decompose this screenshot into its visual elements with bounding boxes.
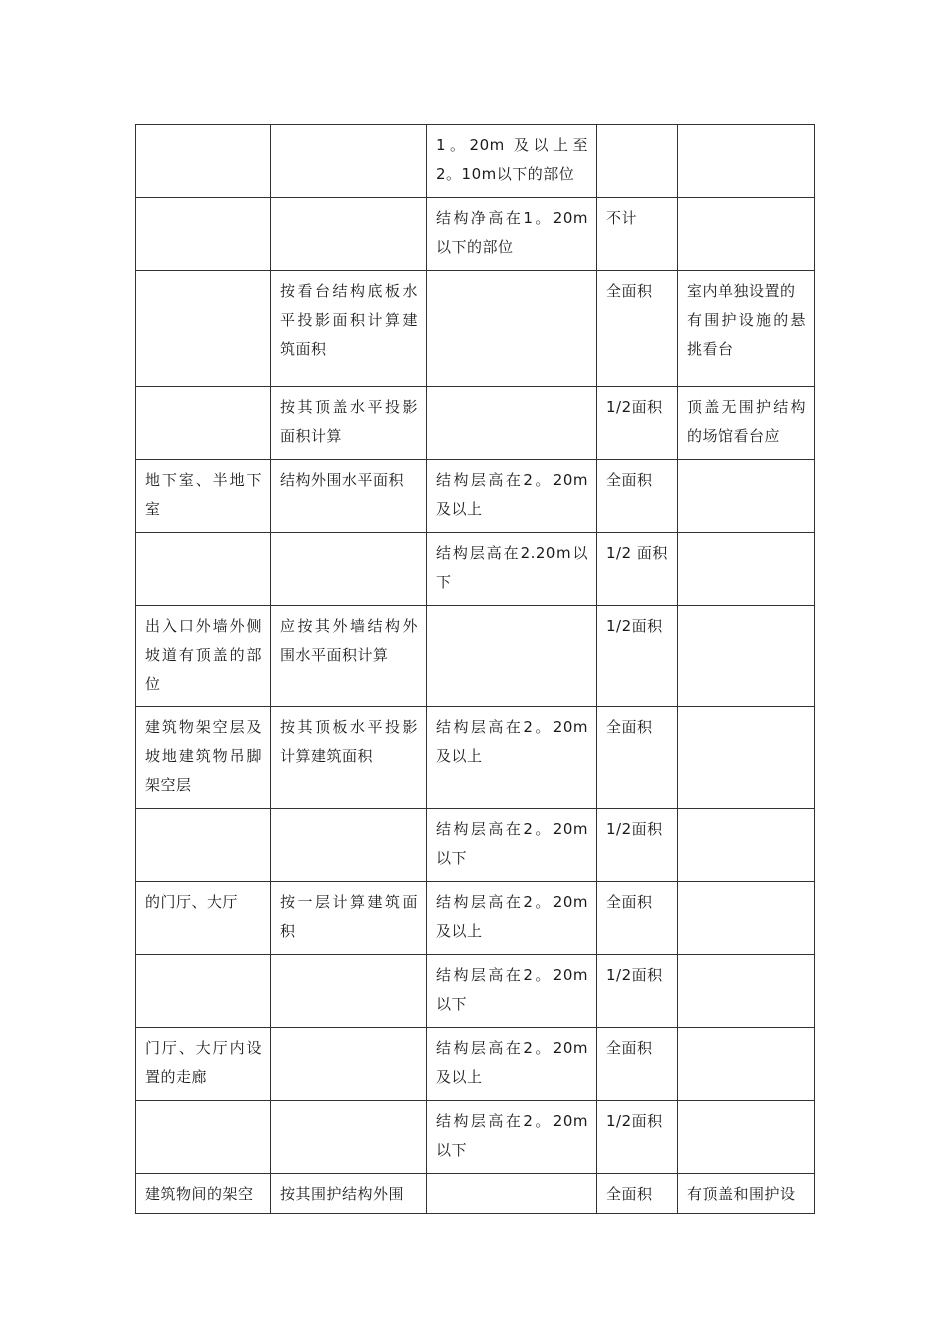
table-cell: 结构层高在2。20m及以上 [427,882,597,955]
table-cell: 结构层高在2。20m及以上 [427,1028,597,1101]
table-row [136,707,815,809]
table-cell: 出入口外墙外侧坡道有顶盖的部位 [136,606,271,707]
table-cell: 结构层高在2。20m及以上 [427,460,597,533]
table-cell [427,271,597,387]
table-cell: 1/2面积 [597,809,678,882]
table-cell: 有顶盖和围护设 [678,1174,815,1214]
table-cell [678,707,815,809]
table-cell [136,271,271,387]
table-row [136,882,815,955]
table-cell: 结构层高在2。20m以下 [427,955,597,1028]
table-cell [427,606,597,707]
table-cell: 结构层高在2.20m以下 [427,533,597,606]
table-row [136,125,815,198]
table-cell: 按一层计算建筑面积 [271,882,427,955]
table-cell: 应按其外墙结构外围水平面积计算 [271,606,427,707]
table-cell [271,198,427,271]
table-cell: 结构层高在2。20m及以上 [427,707,597,809]
table-cell: 结构层高在2。20m以下 [427,809,597,882]
table-cell: 全面积 [597,271,678,387]
table-row [136,809,815,882]
table-cell: 全面积 [597,1174,678,1214]
table-row [136,1101,815,1174]
table-row [136,606,815,707]
table-cell [271,1028,427,1101]
table-cell: 1/2面积 [597,1101,678,1174]
table-cell [678,125,815,198]
table-row [136,387,815,460]
table-cell: 全面积 [597,1028,678,1101]
table-cell: 地下室、半地下室 [136,460,271,533]
table-cell: 全面积 [597,460,678,533]
table-cell: 结构层高在2。20m以下 [427,1101,597,1174]
area-calculation-table [135,124,815,1214]
table-cell [678,809,815,882]
table-cell [678,533,815,606]
table-cell [678,955,815,1028]
table-cell [678,1101,815,1174]
table-cell: 建筑物间的架空 [136,1174,271,1214]
table-cell: 1/2面积 [597,955,678,1028]
table-cell: 全面积 [597,882,678,955]
table-cell: 按其围护结构外围 [271,1174,427,1214]
table-row [136,198,815,271]
table-cell: 全面积 [597,707,678,809]
table-cell [136,809,271,882]
table-cell: 按其顶板水平投影计算建筑面积 [271,707,427,809]
table-cell [427,387,597,460]
table-cell [136,125,271,198]
table-cell [678,882,815,955]
table-cell [271,1101,427,1174]
table-cell: 建筑物架空层及坡地建筑物吊脚架空层 [136,707,271,809]
table-cell: 不计 [597,198,678,271]
table-cell: 按看台结构底板水平投影面积计算建筑面积 [271,271,427,387]
table-cell [271,955,427,1028]
table-cell [136,1101,271,1174]
table-cell: 结构外围水平面积 [271,460,427,533]
table-cell: 的门厅、大厅 [136,882,271,955]
table-cell [427,1174,597,1214]
table-cell [271,809,427,882]
table-cell [136,955,271,1028]
table-row [136,955,815,1028]
table-row [136,1028,815,1101]
table-cell: 门厅、大厅内设置的走廊 [136,1028,271,1101]
table-cell: 1/2面积 [597,606,678,707]
table-cell: 室内单独设置的 有围护设施的悬挑看台 [678,271,815,387]
table-row [136,460,815,533]
table-cell: 1/2 面积 [597,533,678,606]
table-cell: 按其顶盖水平投影面积计算 [271,387,427,460]
table-cell [678,606,815,707]
table-cell: 结构净高在1。20m以下的部位 [427,198,597,271]
table-cell [678,1028,815,1101]
table-cell [597,125,678,198]
table-row [136,1174,815,1214]
table-cell [678,460,815,533]
table-cell: 1/2面积 [597,387,678,460]
table-cell [136,387,271,460]
table-row [136,271,815,387]
table-cell [136,533,271,606]
table-cell [136,198,271,271]
table-cell [678,198,815,271]
table-cell: 1。20m 及以上至2。10m以下的部位 [427,125,597,198]
table-cell [271,125,427,198]
table-cell: 顶盖无围护结构的场馆看台应 [678,387,815,460]
table-cell [271,533,427,606]
table-row [136,533,815,606]
